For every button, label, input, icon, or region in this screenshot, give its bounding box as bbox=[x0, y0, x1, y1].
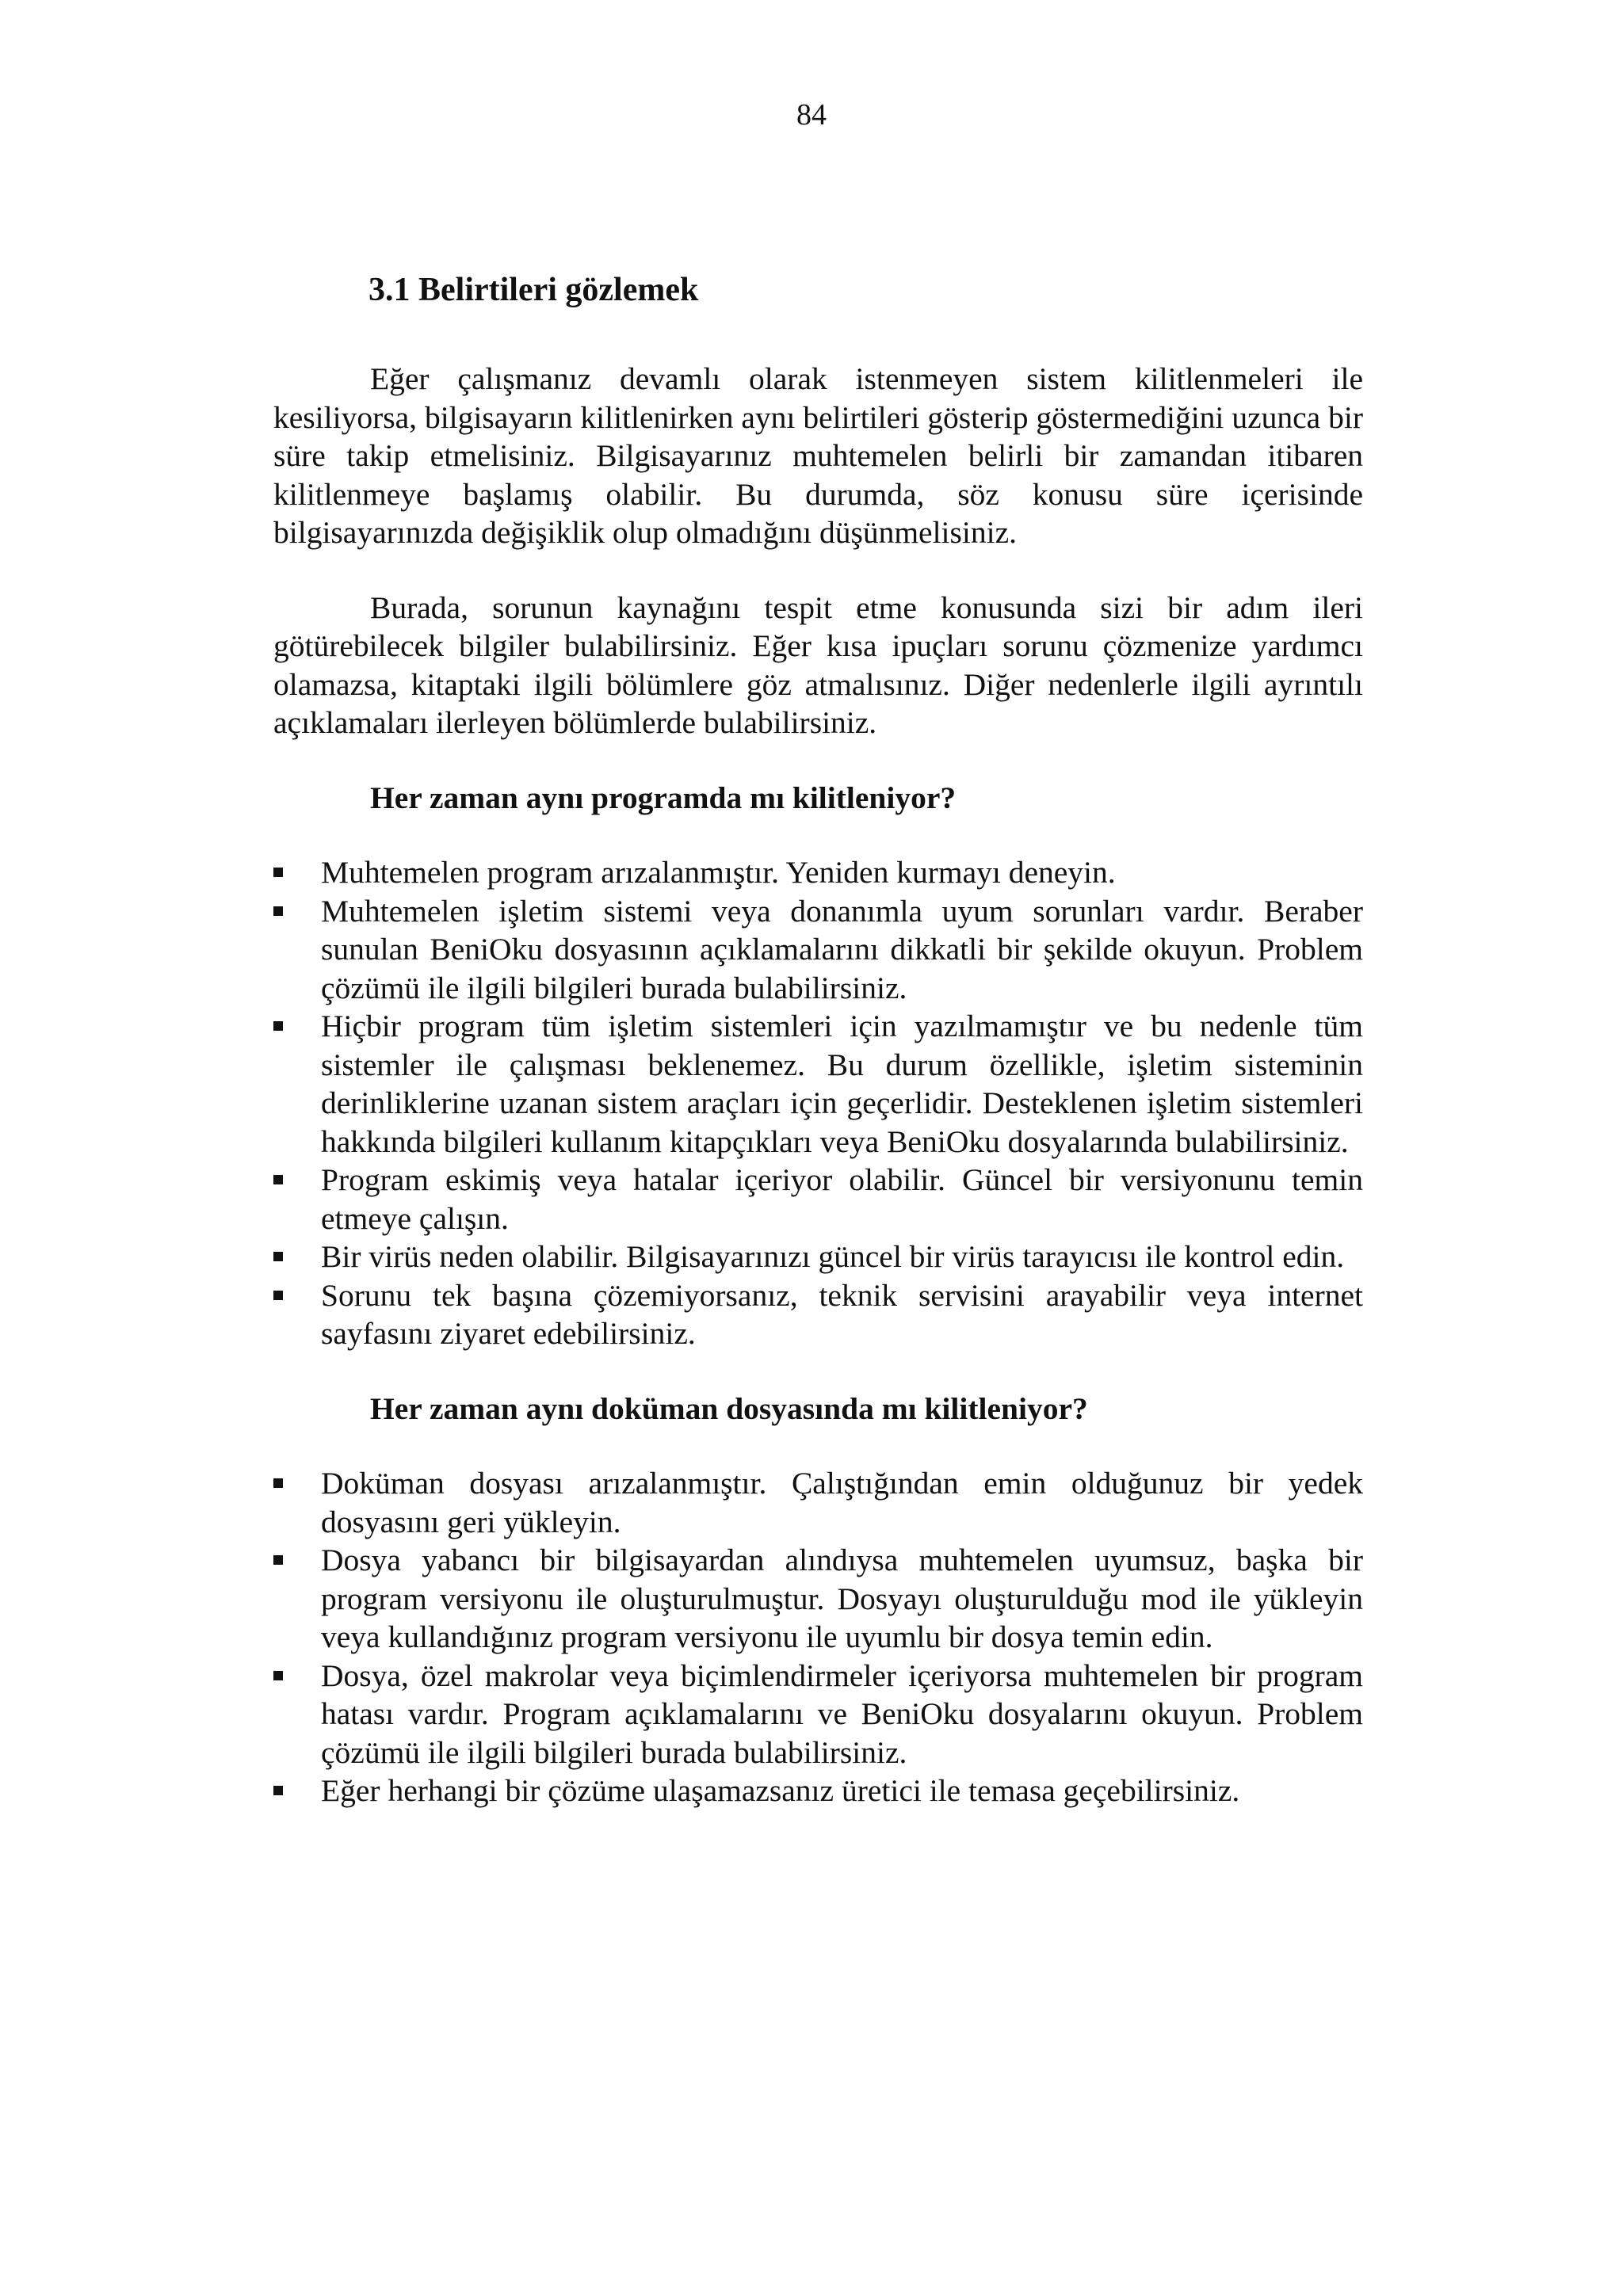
square-bullet-icon bbox=[273, 1786, 283, 1795]
list-item bbox=[273, 1657, 1363, 1772]
list-item bbox=[273, 1161, 1363, 1238]
program-freeze-list bbox=[273, 853, 1363, 1353]
page-number: 84 bbox=[796, 98, 827, 132]
list-item-text: Doküman dosyası arızalanmıştır. Çalıştığından emin olduğunuz bir yedek dosyasını geri yükleyin. bbox=[321, 1466, 1363, 1539]
list-item-text: Program eskimiş veya hatalar içeriyor olabilir. Güncel bir versiyonunu temin etmeye çalışın. bbox=[321, 1162, 1363, 1236]
square-bullet-icon bbox=[273, 1291, 283, 1300]
square-bullet-icon bbox=[273, 868, 283, 877]
square-bullet-icon bbox=[273, 1021, 283, 1031]
list-item-text: Muhtemelen işletim sistemi veya donanımla uyum sorunları vardır. Beraber sunulan BeniOku dosyasının açıklamalarını dikkatli bir şekilde okuyun. Problem çözümü ile ilgili bilgileri burada bulabilirsiniz. bbox=[321, 893, 1363, 1005]
list-item-text: Eğer herhangi bir çözüme ulaşamazsanız üretici ile temasa geçebilirsiniz. bbox=[321, 1773, 1240, 1808]
guidance-paragraph: Burada, sorunun kaynağını tespit etme konusunda sizi bir adım ileri götürebilecek bilgiler bulabilirsiniz. Eğer kısa ipuçları sorunu çözmenize yardımcı olamazsa, kitaptaki ilgili bölümlere göz atmalısınız. Diğer nedenlerle ilgili ayrıntılı açıklamaları ilerleyen bölümlerde bulabilirsiniz. bbox=[273, 589, 1363, 740]
page-body bbox=[273, 269, 1363, 1810]
list-item bbox=[273, 853, 1363, 892]
list-item-text: Hiçbir program tüm işletim sistemleri için yazılmamıştır ve bu nedenle tüm sistemler ile çalışması beklenemez. Bu durum özellikle, işletim sisteminin derinliklerine uzanan sistem araçları için geçerlidir. Desteklenen işletim sistemleri hakkında bilgileri kullanım kitapçıkları veya BeniOku dosyalarında bulabilirsiniz. bbox=[321, 1009, 1363, 1159]
list-item-text: Muhtemelen program arızalanmıştır. Yeniden kurmayı deneyin. bbox=[321, 855, 1116, 890]
list-item bbox=[273, 1238, 1363, 1276]
section-title: 3.1 Belirtileri gözlemek bbox=[369, 272, 699, 308]
list-item-text: Dosya, özel makrolar veya biçimlendirmeler içeriyorsa muhtemelen bir program hatası vardır. Program açıklamalarını ve BeniOku dosyalarını okuyun. Problem çözümü ile ilgili bilgileri burada bulabilirsiniz. bbox=[321, 1657, 1363, 1770]
square-bullet-icon bbox=[273, 1175, 283, 1184]
list-item bbox=[273, 1772, 1363, 1810]
square-bullet-icon bbox=[273, 1671, 283, 1680]
subheading-document-freeze: Her zaman aynı doküman dosyasında mı kilitleniyor? bbox=[370, 1390, 1088, 1426]
list-item-text: Bir virüs neden olabilir. Bilgisayarınızı güncel bir virüs tarayıcısı ile kontrol edin. bbox=[321, 1239, 1345, 1274]
list-item-text: Dosya yabancı bir bilgisayardan alındıysa muhtemelen uyumsuz, başka bir program versiyonu ile oluşturulmuştur. Dosyayı oluşturulduğu mod ile yükleyin veya kullandığınız program versiyonu ile uyumlu bir dosya temin edin. bbox=[321, 1543, 1363, 1654]
square-bullet-icon bbox=[273, 1252, 283, 1261]
list-item bbox=[273, 1276, 1363, 1353]
intro-paragraph: Eğer çalışmanız devamlı olarak istenmeyen sistem kilitlenmeleri ile kesiliyorsa, bilgisayarın kilitlenirken aynı belirtileri gösterip göstermediğini uzunca bir süre takip etmelisiniz. Bilgisayarınız muhtemelen belirli bir zamandan itibaren kilitlenmeye başlamış olabilir. Bu durumda, söz konusu süre içerisinde bilgisayarınızda değişiklik olup olmadığını düşünmelisiniz. bbox=[273, 361, 1363, 550]
subheading-program-freeze: Her zaman aynı programda mı kilitleniyor? bbox=[370, 780, 957, 815]
list-item bbox=[273, 1541, 1363, 1657]
document-freeze-list bbox=[273, 1464, 1363, 1810]
square-bullet-icon bbox=[273, 906, 283, 916]
list-item bbox=[273, 1464, 1363, 1541]
list-item bbox=[273, 1007, 1363, 1161]
square-bullet-icon bbox=[273, 1478, 283, 1488]
list-item bbox=[273, 892, 1363, 1008]
square-bullet-icon bbox=[273, 1555, 283, 1565]
list-item-text: Sorunu tek başına çözemiyorsanız, teknik servisini arayabilir veya internet sayfasını ziyaret edebilirsiniz. bbox=[321, 1277, 1363, 1351]
